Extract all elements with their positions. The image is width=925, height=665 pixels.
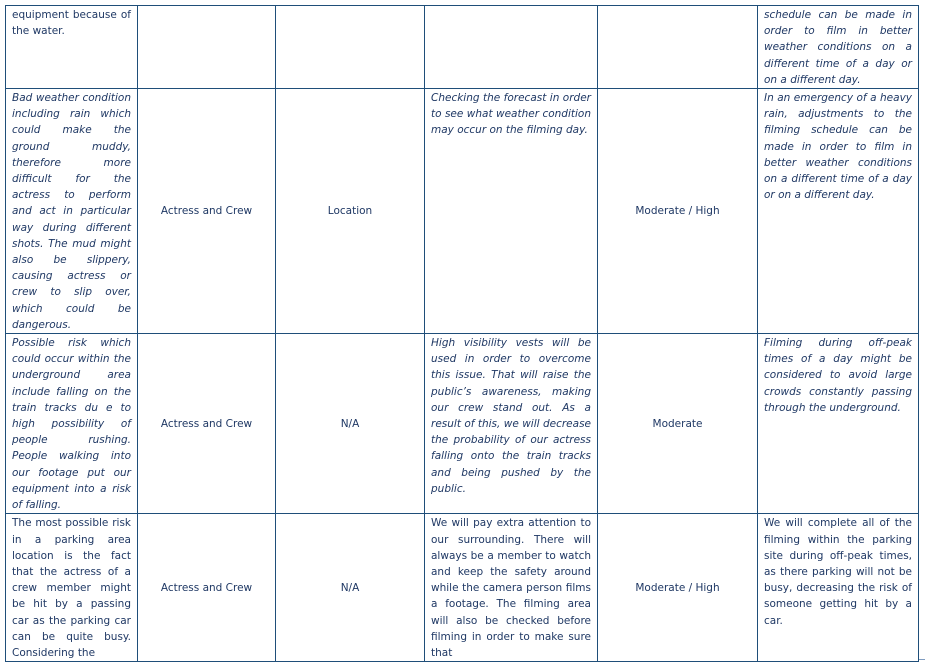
hazard-cell: Bad weather condition including rain which could make the ground muddy, therefore more difficult for the actress to perform and act in particular way during different shots. The mud might also be slippery, causing actress or crew to slip over, which could be dangerous. (6, 89, 138, 334)
risk-level-cell (598, 6, 758, 89)
hazard-cell: Possible risk which could occur within the underground area include falling on the train tracks du e to high possibility of people rushing. People walking into our footage put our equipment into a risk of falling. (6, 334, 138, 514)
control-measure-cell: High visibility vests will be used in order to overcome this issue. That will raise the public’s awareness, making our crew stand out. As a result of this, we will decrease the probability of our actress falling onto the train tracks and being pushed by the public. (425, 334, 598, 514)
table-row (6, 89, 919, 334)
hazard-cell: The most possible risk in a parking area location is the fact that the actress of a crew member might be hit by a passing car as the parking car can be quite busy. Considering the (6, 514, 138, 662)
further-action-cell: Filming during off-peak times of a day might be considered to avoid large crowds constantly passing through the underground. (758, 334, 919, 514)
at-risk-cell: Actress and Crew (138, 514, 276, 662)
risk-level-cell: Moderate / High (598, 89, 758, 334)
source-cell: N/A (276, 334, 425, 514)
at-risk-cell: Actress and Crew (138, 89, 276, 334)
risk-level-cell: Moderate / High (598, 514, 758, 662)
at-risk-cell: Actress and Crew (138, 334, 276, 514)
risk-assessment-table (5, 5, 919, 662)
source-cell (276, 6, 425, 89)
table-row (6, 334, 919, 514)
further-action-cell: In an emergency of a heavy rain, adjustments to the filming schedule can be made in order to film in better weather conditions on a different time of a day or on a different day. (758, 89, 919, 334)
at-risk-cell (138, 6, 276, 89)
control-measure-cell: We will pay extra attention to our surrounding. There will always be a member to watch and keep the safety around while the camera person films a footage. The filming area will also be checked before filming in order to make sure that (425, 514, 598, 662)
table-row (6, 514, 919, 662)
table-row (6, 6, 919, 89)
hazard-cell: equipment because of the water. (6, 6, 138, 89)
page-edge-mark (919, 659, 925, 660)
control-measure-cell (425, 6, 598, 89)
further-action-cell: We will complete all of the filming within the parking site during off-peak times, as there parking will not be busy, decreasing the risk of someone getting hit by a car. (758, 514, 919, 662)
further-action-cell: schedule can be made in order to film in better weather conditions on a different time of a day or on a different day. (758, 6, 919, 89)
risk-level-cell: Moderate (598, 334, 758, 514)
control-measure-cell: Checking the forecast in order to see what weather condition may occur on the filming day. (425, 89, 598, 334)
source-cell: Location (276, 89, 425, 334)
source-cell: N/A (276, 514, 425, 662)
